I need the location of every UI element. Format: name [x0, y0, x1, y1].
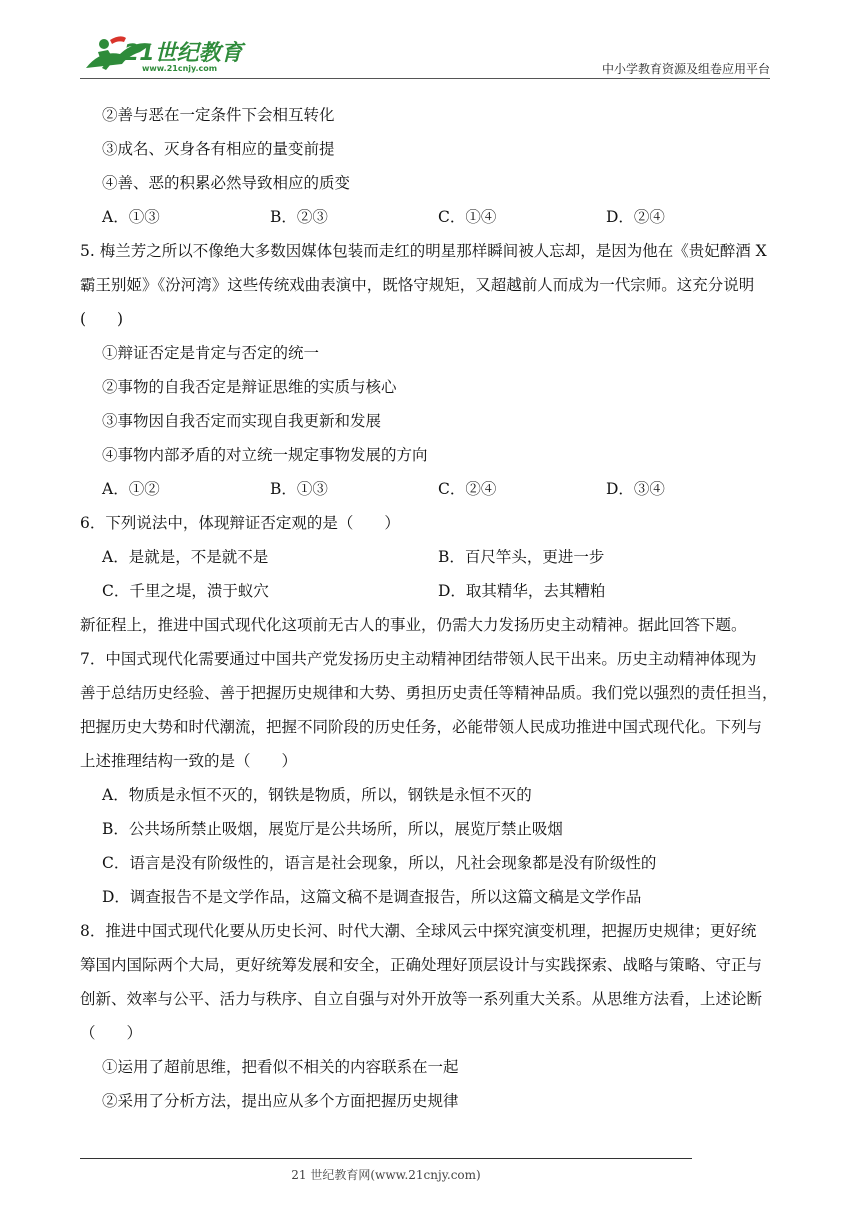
q5-option-d[interactable]: D．③④	[606, 480, 665, 498]
q8-stem-line: 创新、效率与公平、活力与秩序、自立自强与对外开放等一系列重大关系。从思维方法看，上述论断	[80, 990, 763, 1008]
q8-stem-line: （ ）	[80, 1024, 143, 1042]
site-logo	[80, 30, 260, 80]
q5-item-4: ④事物内部矛盾的对立统一规定事物发展的方向	[102, 446, 428, 464]
q4-item-3: ③成名、灭身各有相应的量变前提	[102, 140, 335, 158]
q6-options-row-1	[80, 540, 780, 574]
q6-stem: 6．下列说法中，体现辩证否定观的是（ ）	[80, 514, 400, 532]
page-footer: 21 世纪教育网(www.21cnjy.com)	[291, 1168, 481, 1182]
q6-option-b[interactable]: B．百尺竿头，更进一步	[438, 548, 605, 566]
q8-item-2: ②采用了分析方法，提出应从多个方面把握历史规律	[102, 1092, 459, 1110]
q4-options	[80, 200, 780, 234]
q6-option-a[interactable]: A．是就是，不是就不是	[102, 548, 269, 566]
q4-option-c[interactable]: C．①④	[438, 208, 497, 226]
q5-stem-line: ( )	[80, 310, 124, 328]
q7-option-c[interactable]: C．语言是没有阶级性的，语言是社会现象，所以，凡社会现象都是没有阶级性的	[102, 854, 657, 872]
q5-option-a[interactable]: A．①②	[102, 480, 160, 498]
page-header	[80, 30, 770, 80]
footer-divider	[80, 1158, 692, 1159]
q7-option-d[interactable]: D．调查报告不是文学作品，这篇文稿不是调查报告，所以这篇文稿是文学作品	[102, 888, 642, 906]
q5-option-c[interactable]: C．②④	[438, 480, 497, 498]
question-content	[80, 98, 780, 1118]
q5-stem-line: 霸王别姬》《汾河湾》这些传统戏曲表演中，既恪守规矩，又超越前人而成为一代宗师。这充分说明	[80, 276, 755, 294]
header-divider	[80, 78, 770, 79]
section-intro: 新征程上，推进中国式现代化这项前无古人的事业，仍需大力发扬历史主动精神。据此回答下题。	[80, 616, 747, 634]
q7-stem-line: 善于总结历史经验、善于把握历史规律和大势、勇担历史责任等精神品质。我们党以强烈的责任担当，	[80, 684, 778, 702]
q6-option-d[interactable]: D．取其精华，去其糟粕	[438, 582, 606, 600]
q4-item-2: ②善与恶在一定条件下会相互转化	[102, 106, 335, 124]
platform-title: 中小学教育资源及组卷应用平台	[601, 62, 770, 76]
q4-option-b[interactable]: B．②③	[270, 208, 328, 226]
q4-option-d[interactable]: D．②④	[606, 208, 665, 226]
q7-stem-line: 上述推理结构一致的是（ ）	[80, 752, 298, 770]
q5-options	[80, 472, 780, 506]
q6-option-c[interactable]: C．千里之堤，溃于蚁穴	[102, 582, 269, 600]
q6-options-row-2	[80, 574, 780, 608]
q8-stem-line: 筹国内国际两个大局，更好统筹发展和安全，正确处理好顶层设计与实践探索、战略与策略、守正与	[80, 956, 763, 974]
q5-option-b[interactable]: B．①③	[270, 480, 328, 498]
q4-option-a[interactable]: A．①③	[102, 208, 160, 226]
q5-item-3: ③事物因自我否定而实现自我更新和发展	[102, 412, 382, 430]
q7-stem-line: 把握历史大势和时代潮流，把握不同阶段的历史任务，必能带领人民成功推进中国式现代化。下列与	[80, 718, 763, 736]
q8-stem-line: 8．推进中国式现代化要从历史长河、时代大潮、全球风云中探究演变机理，把握历史规律；更好统	[80, 922, 757, 940]
q5-item-2: ②事物的自我否定是辩证思维的实质与核心	[102, 378, 397, 396]
q7-stem-line: 7．中国式现代化需要通过中国共产党发扬历史主动精神团结带领人民干出来。历史主动精神体现为	[80, 650, 757, 668]
logo-url: www.21cnjy.com	[142, 64, 218, 73]
logo-text: 21世纪教育	[124, 41, 243, 66]
q5-item-1: ①辩证否定是肯定与否定的统一	[102, 344, 320, 362]
q7-option-b[interactable]: B．公共场所禁止吸烟，展览厅是公共场所，所以，展览厅禁止吸烟	[102, 820, 563, 838]
q7-option-a[interactable]: A．物质是永恒不灭的，钢铁是物质，所以，钢铁是永恒不灭的	[102, 786, 532, 804]
q8-item-1: ①运用了超前思维，把看似不相关的内容联系在一起	[102, 1058, 459, 1076]
q5-stem-line: 5. 梅兰芳之所以不像绝大多数因媒体包装而走红的明星那样瞬间被人忘却，是因为他在《贵妃醉酒 X	[80, 242, 767, 260]
q4-item-4: ④善、恶的积累必然导致相应的质变	[102, 174, 351, 192]
